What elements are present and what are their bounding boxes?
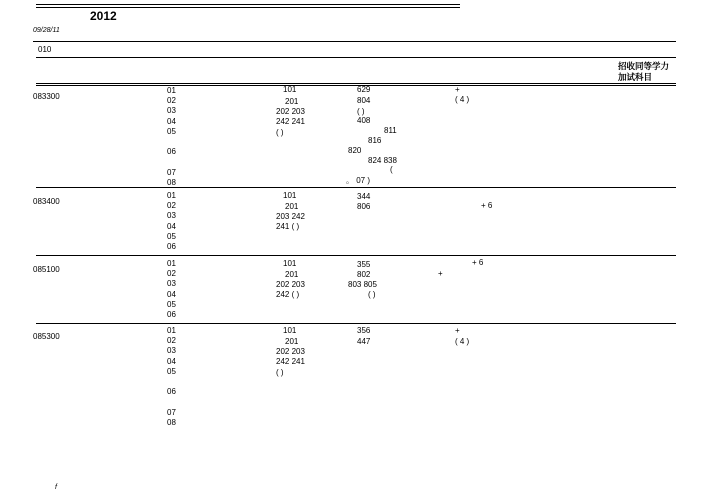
exam-subject: 202 203 [276, 107, 305, 116]
exam-subject: 101 [283, 326, 297, 335]
retest-subject: 356 [357, 326, 371, 335]
exam-subject: 242 ( ) [276, 290, 300, 299]
direction-item: 03 [167, 211, 176, 221]
direction-item: 02 [167, 96, 176, 106]
direction-item: 06 [167, 309, 176, 319]
retest-subject: 802 [357, 270, 371, 279]
row-divider [36, 323, 676, 324]
direction-item: 03 [167, 346, 176, 356]
direction-item [167, 397, 176, 407]
direction-item: 03 [167, 106, 176, 116]
top-rule-2 [36, 7, 460, 8]
direction-item: 04 [167, 116, 176, 126]
table-header-rule-1 [36, 83, 676, 84]
extra-note: + 6 [481, 201, 493, 210]
direction-item [167, 377, 176, 387]
exam-subject: ( ) [276, 128, 284, 137]
direction-list [167, 86, 176, 188]
program-code: 083300 [33, 92, 60, 101]
direction-item: 05 [167, 299, 176, 309]
direction-list [167, 191, 176, 252]
program-code: 085100 [33, 265, 60, 274]
retest-subject: 824 838 [368, 156, 397, 165]
direction-item: 06 [167, 387, 176, 397]
retest-subject: 804 [357, 96, 371, 105]
exam-subject: 101 [283, 191, 297, 200]
retest-subject: ( ) [368, 290, 376, 299]
exam-subject: 201 [285, 270, 299, 279]
table-rule-top [36, 57, 676, 58]
direction-item: 04 [167, 356, 176, 366]
exam-subject: 101 [283, 85, 297, 94]
direction-item: 08 [167, 417, 176, 427]
extra-note: + [438, 269, 443, 278]
exam-subject: 241 ( ) [276, 222, 300, 231]
direction-item: 07 [167, 167, 176, 177]
column-header-note-line1: 招收同等学力 [618, 61, 670, 71]
direction-item: 08 [167, 177, 176, 187]
exam-subject: 202 203 [276, 280, 305, 289]
exam-subject: 242 241 [276, 117, 305, 126]
retest-subject: 816 [368, 136, 382, 145]
column-header-note-line2: 加试科目 [618, 72, 653, 82]
extra-note: ( 4 ) [455, 337, 470, 346]
exam-subject: 201 [285, 97, 299, 106]
exam-subject: 101 [283, 259, 297, 268]
top-rule-1 [36, 4, 460, 5]
direction-item [167, 157, 176, 167]
unit-code: 010 [38, 45, 52, 54]
direction-list [167, 326, 176, 428]
retest-subject: 820 [348, 146, 362, 155]
direction-item: 03 [167, 279, 176, 289]
extra-note: ( 4 ) [455, 95, 470, 104]
extra-note: + 6 [472, 258, 484, 267]
direction-item: 01 [167, 326, 176, 335]
direction-item: 01 [167, 86, 176, 95]
exam-subject: 202 203 [276, 347, 305, 356]
retest-subject: 。 07 ) [346, 176, 371, 185]
retest-subject: 355 [357, 260, 371, 269]
direction-item: 02 [167, 201, 176, 211]
footer-mark: f [55, 484, 57, 491]
direction-item: 05 [167, 126, 176, 136]
retest-subject: 811 [384, 126, 397, 135]
direction-item: 06 [167, 241, 176, 251]
document-date: 09/28/11 [33, 27, 60, 34]
direction-item: 02 [167, 336, 176, 346]
retest-subject: 803 805 [348, 280, 377, 289]
direction-list [167, 259, 176, 320]
retest-subject: 806 [357, 202, 371, 211]
row-divider [36, 255, 676, 256]
exam-subject: ( ) [276, 368, 284, 377]
exam-subject: 203 242 [276, 212, 305, 221]
extra-note: + [455, 85, 460, 94]
document-title-year: 2012 [90, 9, 117, 23]
direction-item: 05 [167, 231, 176, 241]
direction-item: 01 [167, 191, 176, 200]
retest-subject: 408 [357, 116, 371, 125]
row-divider [36, 187, 676, 188]
program-code: 085300 [33, 332, 60, 341]
exam-subject: 201 [285, 202, 299, 211]
table-header-rule-2 [36, 85, 676, 86]
direction-item: 04 [167, 221, 176, 231]
direction-item: 06 [167, 147, 176, 157]
retest-subject: 629 [357, 85, 371, 94]
direction-item: 07 [167, 407, 176, 417]
retest-subject: ( ) [357, 107, 365, 116]
direction-item [167, 137, 176, 147]
direction-item: 01 [167, 259, 176, 268]
exam-subject: 201 [285, 337, 299, 346]
retest-subject: 344 [357, 192, 371, 201]
direction-item: 04 [167, 289, 176, 299]
program-code: 083400 [33, 197, 60, 206]
retest-subject: ( [390, 165, 393, 174]
retest-subject: 447 [357, 337, 371, 346]
header-rule-top [33, 41, 676, 42]
exam-subject: 242 241 [276, 357, 305, 366]
extra-note: + [455, 326, 460, 335]
direction-item: 02 [167, 269, 176, 279]
direction-item: 05 [167, 366, 176, 376]
